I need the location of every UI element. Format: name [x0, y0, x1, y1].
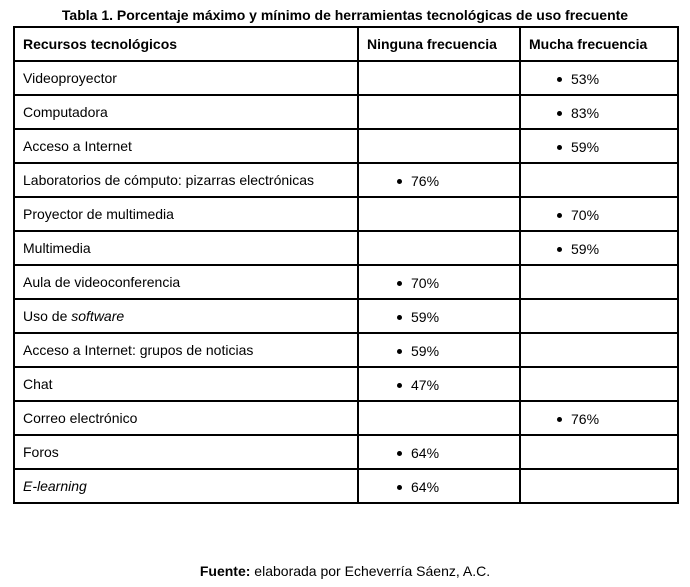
- bullet-icon: [397, 281, 402, 286]
- percentage-value: [557, 105, 599, 121]
- percentage-text: 83%: [571, 105, 600, 122]
- percentage-value: [397, 343, 439, 359]
- bullet-icon: [397, 485, 402, 490]
- source-text: elaborada por Echeverría Sáenz, A.C.: [250, 563, 491, 579]
- table-row: [14, 333, 678, 367]
- table-header-row: [14, 27, 678, 61]
- column-header-resource: Recursos tecnológicos: [14, 27, 358, 61]
- table-row: [14, 197, 678, 231]
- resource-cell: [14, 401, 358, 435]
- source-label: Fuente:: [199, 563, 251, 579]
- none-frequency-cell: [358, 197, 520, 231]
- resource-label: Acceso a Internet: [23, 138, 132, 154]
- resource-cell: [14, 197, 358, 231]
- resource-label: Foros: [23, 444, 59, 460]
- percentage-value: [397, 309, 439, 325]
- percentage-text: 59%: [571, 241, 600, 258]
- percentage-value: [557, 411, 599, 427]
- much-frequency-cell: [520, 333, 678, 367]
- much-frequency-cell: [520, 163, 678, 197]
- resource-label: Acceso a Internet: grupos de noticias: [23, 342, 254, 358]
- table-row: [14, 163, 678, 197]
- percentage-value: [557, 139, 599, 155]
- resource-label: Laboratorios de cómputo: pizarras electrónicas: [23, 172, 315, 188]
- much-frequency-cell: [520, 61, 678, 95]
- resource-cell: [14, 333, 358, 367]
- none-frequency-cell: [358, 333, 520, 367]
- percentage-text: 70%: [571, 207, 600, 224]
- resource-label: Multimedia: [23, 240, 91, 256]
- none-frequency-cell: [358, 435, 520, 469]
- resource-cell: [14, 163, 358, 197]
- bullet-icon: [557, 213, 562, 218]
- much-frequency-cell: [520, 469, 678, 503]
- resource-label-italic: software: [71, 308, 125, 324]
- percentage-text: 76%: [571, 411, 600, 428]
- table-row: [14, 95, 678, 129]
- bullet-icon: [397, 349, 402, 354]
- much-frequency-cell: [520, 401, 678, 435]
- resource-label-italic: E-learning: [23, 478, 87, 494]
- resource-label: Aula de videoconferencia: [23, 274, 181, 290]
- bullet-icon: [397, 383, 402, 388]
- table-row: [14, 435, 678, 469]
- percentage-text: 53%: [571, 71, 600, 88]
- percentage-value: [557, 241, 599, 257]
- much-frequency-cell: [520, 435, 678, 469]
- resource-cell: [14, 231, 358, 265]
- none-frequency-cell: [358, 401, 520, 435]
- bullet-icon: [557, 145, 562, 150]
- frequency-table: [13, 26, 679, 504]
- column-header-none: Ninguna frecuencia: [358, 27, 520, 61]
- table-row: [14, 61, 678, 95]
- percentage-value: [397, 275, 439, 291]
- much-frequency-cell: [520, 299, 678, 333]
- percentage-text: 64%: [411, 445, 440, 462]
- bullet-icon: [557, 77, 562, 82]
- percentage-text: 47%: [411, 377, 440, 394]
- resource-label: Proyector de multimedia: [23, 206, 174, 222]
- percentage-text: 59%: [571, 139, 600, 156]
- resource-label: Uso de: [23, 308, 72, 324]
- table-title: Tabla 1. Porcentaje máximo y mínimo de herramientas tecnológicas de uso frecuente: [61, 7, 629, 23]
- none-frequency-cell: [358, 367, 520, 401]
- percentage-value: [557, 71, 599, 87]
- table-row: [14, 265, 678, 299]
- resource-cell: [14, 367, 358, 401]
- table-row: [14, 367, 678, 401]
- much-frequency-cell: [520, 95, 678, 129]
- none-frequency-cell: [358, 469, 520, 503]
- much-frequency-cell: [520, 265, 678, 299]
- resource-cell: [14, 435, 358, 469]
- much-frequency-cell: [520, 197, 678, 231]
- bullet-icon: [397, 315, 402, 320]
- percentage-value: [557, 207, 599, 223]
- bullet-icon: [557, 247, 562, 252]
- resource-label: Computadora: [23, 104, 108, 120]
- percentage-value: [397, 173, 439, 189]
- bullet-icon: [557, 417, 562, 422]
- resource-cell: [14, 129, 358, 163]
- percentage-value: [397, 445, 439, 461]
- much-frequency-cell: [520, 367, 678, 401]
- resource-cell: [14, 95, 358, 129]
- much-frequency-cell: [520, 231, 678, 265]
- none-frequency-cell: [358, 231, 520, 265]
- table-row: [14, 231, 678, 265]
- bullet-icon: [397, 179, 402, 184]
- resource-cell: [14, 265, 358, 299]
- none-frequency-cell: [358, 61, 520, 95]
- none-frequency-cell: [358, 95, 520, 129]
- table-row: [14, 401, 678, 435]
- percentage-text: 59%: [411, 309, 440, 326]
- resource-cell: [14, 61, 358, 95]
- bullet-icon: [557, 111, 562, 116]
- resource-cell: [14, 469, 358, 503]
- source-note: [0, 563, 690, 579]
- much-frequency-cell: [520, 129, 678, 163]
- percentage-text: 70%: [411, 275, 440, 292]
- none-frequency-cell: [358, 163, 520, 197]
- none-frequency-cell: [358, 265, 520, 299]
- resource-label: Chat: [23, 376, 53, 392]
- percentage-text: 76%: [411, 173, 440, 190]
- bullet-icon: [397, 451, 402, 456]
- resource-label: Videoproyector: [23, 70, 117, 86]
- resource-cell: [14, 299, 358, 333]
- percentage-text: 64%: [411, 479, 440, 496]
- table-row: [14, 469, 678, 503]
- column-header-much: Mucha frecuencia: [520, 27, 678, 61]
- resource-label: Correo electrónico: [23, 410, 138, 426]
- none-frequency-cell: [358, 299, 520, 333]
- none-frequency-cell: [358, 129, 520, 163]
- percentage-text: 59%: [411, 343, 440, 360]
- table-row: [14, 299, 678, 333]
- percentage-value: [397, 479, 439, 495]
- percentage-value: [397, 377, 439, 393]
- table-row: [14, 129, 678, 163]
